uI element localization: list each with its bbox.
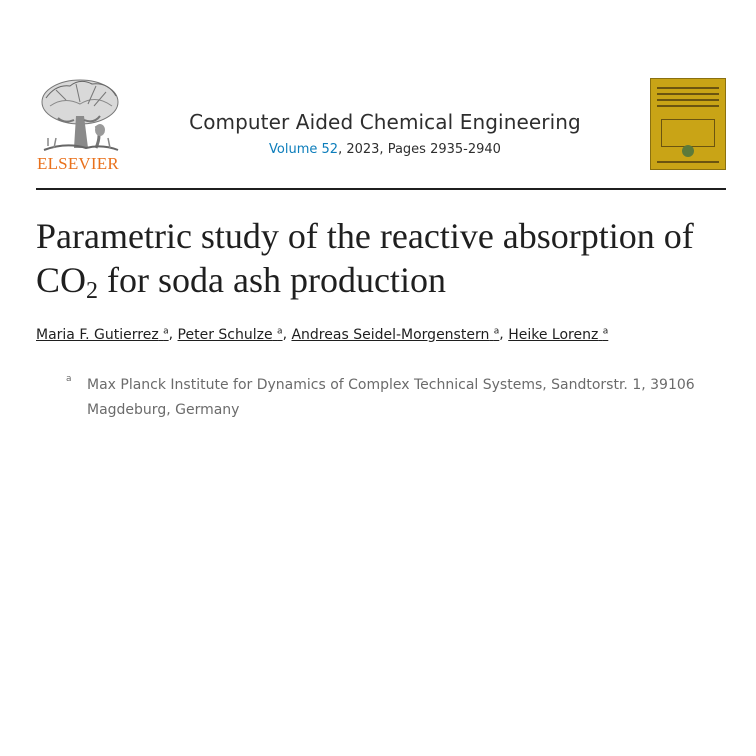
affiliation-text: Max Planck Institute for Dynamics of Complex Technical Systems, Sandtorstr. 1, 39106 Magdeburg, Germany	[87, 377, 695, 418]
author-separator: ,	[499, 326, 509, 343]
article-title: Parametric study of the reactive absorption of $CO_2$ for soda ash production	[36, 216, 694, 304]
affiliation-marker: a	[277, 326, 283, 336]
author-link[interactable]: Peter Schulze $^a$	[177, 326, 283, 343]
journal-title[interactable]: Computer Aided Chemical Engineering	[189, 110, 581, 134]
cover-decoration	[657, 93, 719, 95]
article-header	[36, 76, 726, 188]
cover-decoration	[657, 105, 719, 107]
author-link[interactable]: Heike Lorenz $^a$	[508, 326, 609, 343]
author-link[interactable]: Andreas Seidel-Morgenstern $^a$	[291, 326, 500, 343]
affiliation-label: a	[66, 374, 72, 384]
cover-panel	[661, 119, 715, 147]
author-list	[36, 326, 726, 343]
journal-issue-details	[180, 142, 590, 157]
affiliation-marker: a	[493, 326, 500, 336]
cover-emblem-icon	[682, 145, 694, 157]
elsevier-wordmark: ELSEVIER	[37, 154, 119, 173]
author-link[interactable]: Maria F. Gutierrez $^a$	[36, 326, 169, 343]
header-divider	[36, 188, 726, 190]
author-separator: ,	[282, 326, 292, 343]
affiliation-marker: a	[602, 326, 609, 336]
author-separator: ,	[168, 326, 178, 343]
cover-decoration	[657, 161, 719, 163]
journal-info	[180, 110, 590, 157]
journal-cover-thumbnail[interactable]	[650, 78, 726, 170]
cover-decoration	[657, 99, 719, 101]
elsevier-tree-icon	[36, 76, 122, 154]
volume-link[interactable]: Volume 52	[269, 142, 339, 157]
affiliation-marker: a	[163, 326, 169, 336]
cover-decoration	[657, 87, 719, 89]
affiliation	[68, 373, 718, 423]
elsevier-logo[interactable]	[36, 76, 122, 172]
issue-year-pages: , 2023, Pages 2935-2940	[338, 142, 501, 157]
